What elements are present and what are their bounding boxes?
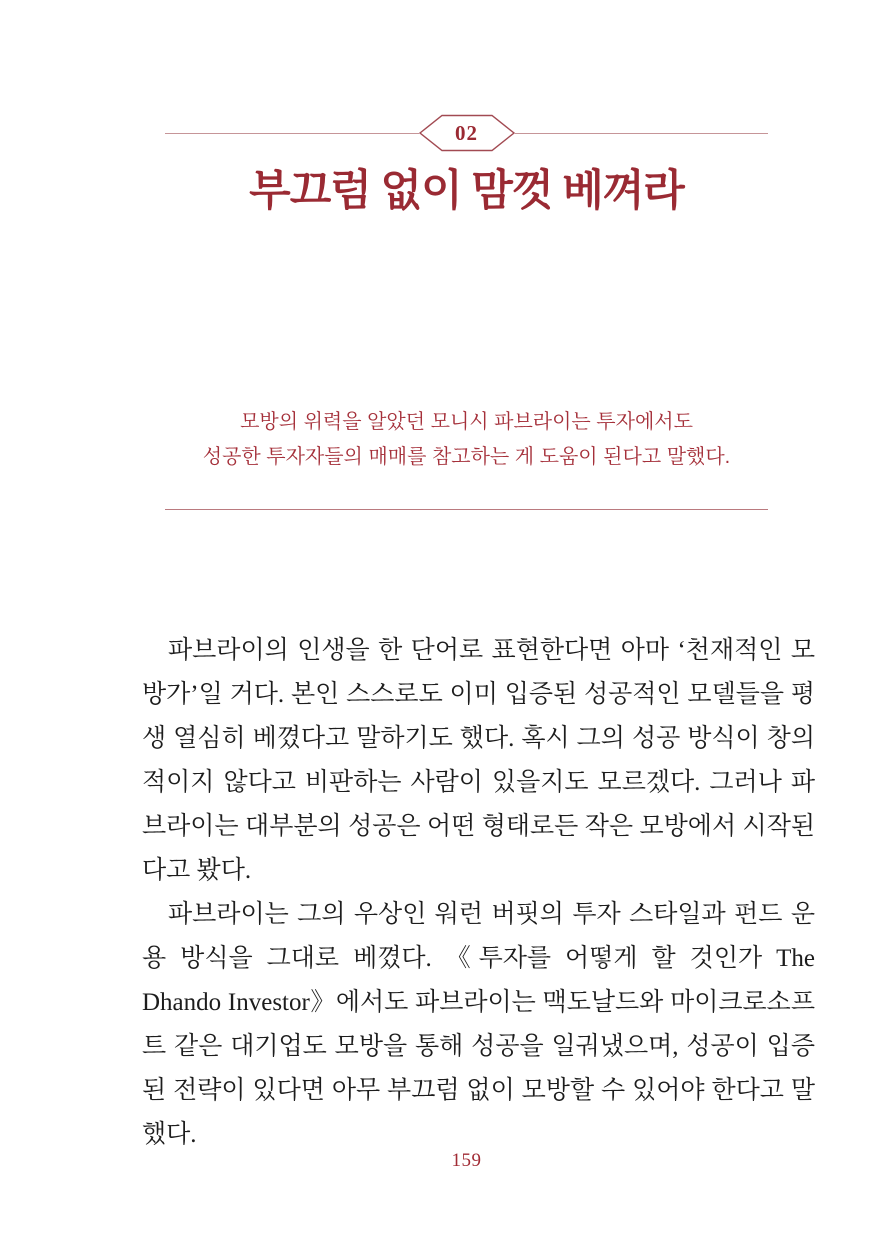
chapter-number: 02	[455, 120, 478, 145]
chapter-title: 부끄럼 없이 맘껏 베껴라	[249, 168, 684, 215]
ornament-rule-right	[515, 133, 769, 134]
epigraph	[135, 405, 798, 475]
chapter-number-ornament	[165, 114, 768, 152]
body-paragraph-1: 파브라이의 인생을 한 단어로 표현한다면 아마 ‘천재적인 모방가’일 거다. 본인 스스로도 이미 입증된 성공적인 모델들을 평생 열심히 베꼈다고 말하기도 했다. 혹시 그의 성공 방식이 창의적이지 않다고 비판하는 사람이 있을지도 모르겠다. 그러나 파브라이는 대부분의 성공은 어떤 형태로든 작은 모방에서 시작된다고 봤다.	[142, 637, 815, 884]
page-number: 159	[451, 1150, 482, 1171]
epigraph-line-2: 성공한 투자자들의 매매를 참고하는 게 도움이 된다고 말했다.	[202, 446, 731, 468]
ornament-rule-left	[165, 133, 419, 134]
chapter-number-hexagon	[419, 114, 515, 152]
body-text	[142, 629, 815, 1157]
epigraph-line-1: 모방의 위력을 알았던 모니시 파브라이는 투자에서도	[240, 411, 693, 433]
epigraph-divider-rule	[165, 509, 768, 510]
body-paragraph-2: 파브라이는 그의 우상인 워런 버핏의 투자 스타일과 펀드 운용 방식을 그대로 베꼈다. 《투자를 어떻게 할 것인가 The Dhando Investor》에서도 파브라이는 맥도날드와 마이크로소프트 같은 대기업도 모방을 통해 성공을 일궈냈으며, 성공이 입증된 전략이 있다면 아무 부끄럼 없이 모방할 수 있어야 한다고 말했다.	[142, 901, 815, 1148]
